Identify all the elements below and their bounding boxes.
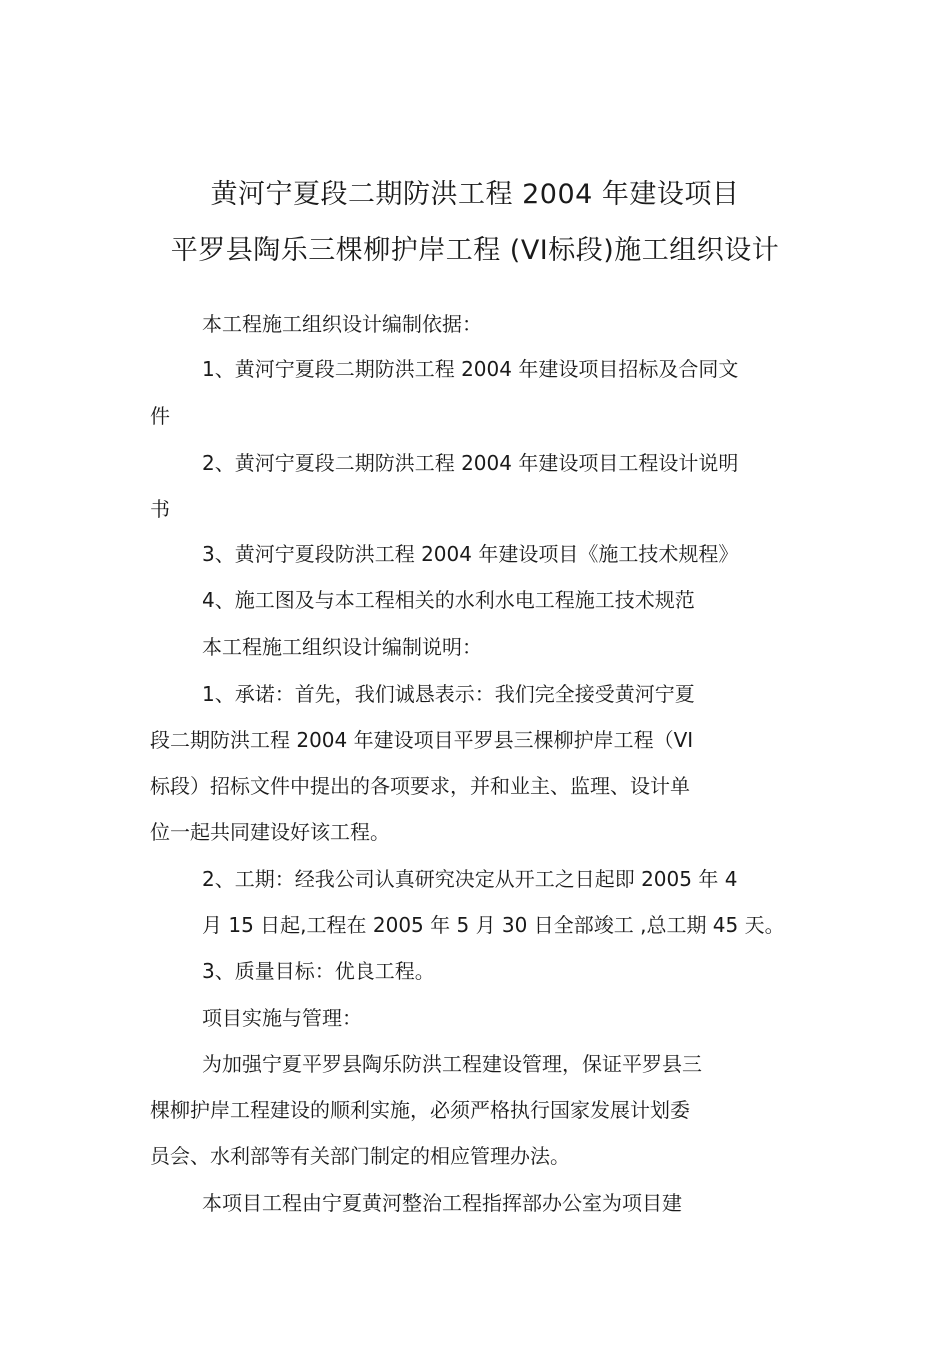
section-heading-notes: 本工程施工组织设计编制说明： <box>202 635 482 659</box>
management-paragraph-2: 本项目工程由宁夏黄河整治工程指挥部办公室为项目建 <box>202 1191 682 1215</box>
basis-item-1-continued: 件 <box>150 404 170 428</box>
document-title-line-2: 平罗县陶乐三棵柳护岸工程 (VI标段)施工组织设计 <box>170 235 780 266</box>
basis-item-1: 1、黄河宁夏段二期防洪工程 2004 年建设项目招标及合同文 <box>202 357 739 381</box>
basis-item-2-continued: 书 <box>150 497 170 521</box>
basis-item-4: 4、施工图及与本工程相关的水利水电工程施工技术规范 <box>202 588 695 612</box>
management-paragraph-1: 为加强宁夏平罗县陶乐防洪工程建设管理，保证平罗县三 <box>202 1052 702 1076</box>
notes-item-2-continued: 月 15 日起,工程在 2005 年 5 月 30 日全部竣工 ,总工期 45 天。 <box>202 913 785 937</box>
basis-item-2: 2、黄河宁夏段二期防洪工程 2004 年建设项目工程设计说明 <box>202 451 739 475</box>
management-paragraph-1-continued-b: 员会、水利部等有关部门制定的相应管理办法。 <box>150 1144 570 1168</box>
notes-item-1-continued-a: 段二期防洪工程 2004 年建设项目平罗县三棵柳护岸工程（VI <box>150 728 694 752</box>
notes-item-2: 2、工期：经我公司认真研究决定从开工之日起即 2005 年 4 <box>202 867 738 891</box>
notes-item-3: 3、质量目标：优良工程。 <box>202 959 435 983</box>
section-heading-basis: 本工程施工组织设计编制依据： <box>202 312 482 336</box>
notes-item-1-continued-c: 位一起共同建设好该工程。 <box>150 820 390 844</box>
document-title-line-1: 黄河宁夏段二期防洪工程 2004 年建设项目 <box>210 179 740 210</box>
basis-item-3: 3、黄河宁夏段防洪工程 2004 年建设项目《施工技术规程》 <box>202 542 739 566</box>
notes-item-1: 1、承诺：首先，我们诚恳表示：我们完全接受黄河宁夏 <box>202 682 695 706</box>
notes-item-1-continued-b: 标段）招标文件中提出的各项要求，并和业主、监理、设计单 <box>150 774 690 798</box>
management-paragraph-1-continued-a: 棵柳护岸工程建设的顺利实施，必须严格执行国家发展计划委 <box>150 1098 690 1122</box>
section-heading-management: 项目实施与管理： <box>202 1006 362 1030</box>
